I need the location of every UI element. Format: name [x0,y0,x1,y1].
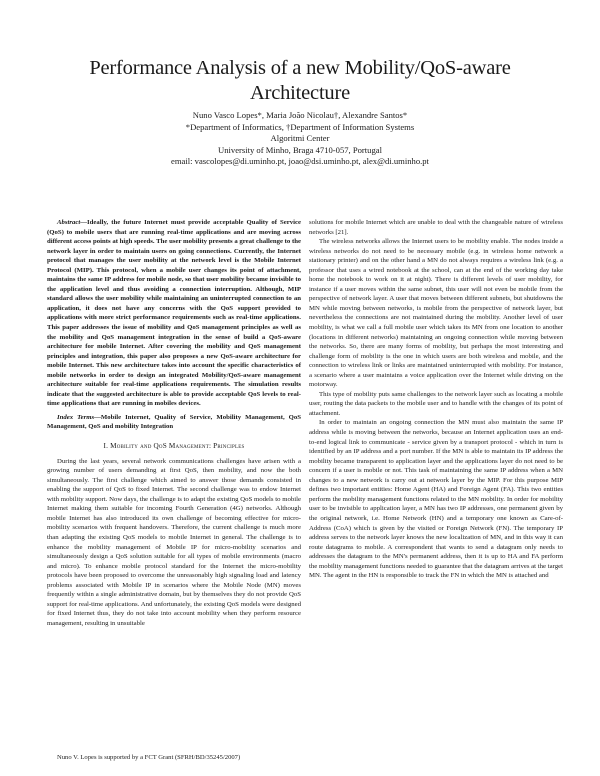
section-1-paragraph: During the last years, several network communications challenges have arisen with a growing number of users demanding at first QoS, then mobility, and now the both simultaneously. The first challenge which aimed to answer those demands consisted in enabling the support of QoS to fixed Internet. The second challenge was to endow Internet with mobility support. Now days, the challenge is to adapt the existing QoS models to mobile Internet making them suitable for incoming Fourth Generation (4G) networks. Although mobile Internet has also introduced its own challenge of becoming effective for micro-mobility scenarios with frequent handovers. Therefore, the current challenge is much more than adapting the existing QoS models to mobile Internet in general. The challenge is to enhance the mobility management of Mobile IP for micro-mobility scenarios and simultaneously design a QoS solution suitable for all types of mobile environments (macro and micro). To enhance mobile protocol standard for the Internet the micro-mobility protocols have been proposed to overcome the unreasonably high signaling load and latency problems associated with Mobile IP in scenarios where the Mobile Node (MN) moves frequently within a single administrative domain, but by themselves they do not provide QoS support for real-time applications. And unfortunately, the existing QoS models were designed for fixed Internet thus, they do not take into account mobility when they perform resource management, resulting in unsuitable [47,457,301,627]
affiliation-university: University of Minho, Braga 4710-057, Portugal [218,144,382,155]
author-emails: email: vascolopes@di.uminho.pt, joao@dsi.uminho.pt, alex@di.uminho.pt [171,156,429,167]
author-block [60,110,540,168]
index-terms-text: Mobile Internet, Quality of Service, Mobility Management, QoS Management, QoS and mobility Integration [47,413,301,431]
right-paragraph-2: The wireless networks allows the Internet users to be mobility enable. The nodes inside a wireless networks do not need to be necessary mobile (e.g. in wireless home network a stationary printer) and on the other hand a MN do not always requires a wireless link (e.g. a professor that uses a wired notebook at the school, can at the end of the working day take home the notebook to work on it at night). There is different levels of user mobility, for instance if a user moves within the same subnet, this user will not even be mobile from the perspective of network layer. A user that moves between different subnets, but shutdowns the MN while moving between networks, is mobile from the perspective of network layer, but nevertheless the connections are not maintained during the mobility. Another level of user mobility, is what we call a full mobile user which takes its MN from one location to another (locations in different networks) maintaining an ongoing connection while moving between the networks. So, there are many forms of mobility, but perhaps the most interesting and challenge form of mobility is the one in which users are both wireless and mobile, and the connection to wireless link or links are maintained uninterrupted with mobility. For instance, a scenario where a user maintains a voice application over the Internet while driving on the motorway. [309,238,563,389]
footnote: Nuno V. Lopes is supported by a FCT Grant (SFRH/BD/35245/2007) [57,754,241,761]
left-column [47,218,301,628]
abstract-label: Abstract— [57,219,88,226]
right-paragraph-1: solutions for mobile Internet which are unable to deal with the changeable nature of wireless networks [21]. [309,219,563,236]
section-heading: I. Mobility and QoS Management: Principles [103,442,245,451]
right-column [309,218,563,581]
affiliation-center: Algoritmi Center [270,133,330,144]
paper-title: Performance Analysis of a new Mobility/QoS-aware Architecture [89,57,511,104]
index-terms [47,413,301,432]
right-paragraph-4: In order to maintain an ongoing connection the MN must also maintain the same IP address while is moving between the networks, because an Internet application uses an end-to-end logical link to communicate - service given by a transport protocol - which in turn is identified by an IP address and a port number. If the MN is able to maintain its IP address the mobility became transparent to application layer and the applications layer do not need to be concern if a user is mobile or not. This task of maintaining the same IP address when a MN changes to a new network is carry out at network layer by the MIP. For this purpose MIP defines two important entities: Home Agent (HA) and Foreign Agent (FA). This two entities perform the mobility management functions related to the MN mobility. In order for mobility user to be invisible to application layer, a MN has two IP addresses, one permanent given by the original network, i.e. Home Network (HN) and a temporary one known as Care-of-Address (CoA) which is given by the visited or Foreign Network (FN). The temporary IP address serves to the network layer knows the new localization of MN, and in this way it can route datagrams to mobile. A correspondent that wants to send a datagram only needs to addresses the datagram to the MN's permanent address, then it is up to HA and FA perform the mobility management functions needed to guarantee that the datagram arrives at the target MN. The agent in the HN is responsible to track the FN in which the MN is attached and [309,419,563,580]
author-names: Nuno Vasco Lopes*, Maria João Nicolau†, Alexandre Santos* [192,110,408,120]
index-terms-label: Index Terms— [57,413,101,421]
affiliation-departments: *Department of Informatics, †Department of Information Systems [185,121,415,132]
abstract [47,218,301,409]
right-paragraph-3: This type of mobility puts same challenges to the network layer such as locating a mobile user, routing the data packets to the mobile user and to handle with the changes of its point of attachment. [309,390,563,417]
abstract-text: Ideally, the future Internet must provide acceptable Quality of Service (QoS) to mobile users that are running real-time applications and are moving across different access points at high speeds. The user mobility presents a great challenge to the network layer in order to maintain users on going connections. Currently, the Internet protocol that manages the user mobility at the network level is the Mobile Internet Protocol (MIP). This protocol, when a mobile user changes its point of attachment, maintains the same IP address for mobile node, so that user mobility became invisible to the application level and thus avoiding a connection interruption. Although, MIP standard allows the user mobility while maintaining an uninterrupted connection to an application, it does not have any concerns with the QoS support provided to applications with more strict performance requirements such as real-time applications. This paper addresses the issue of mobility and QoS management principles as well as the mobility and QoS management integration in the sense of build a QoS-aware architecture for mobile Internet. After covering the mobility and QoS management principles and integration, this paper also proposes a new QoS-aware architecture for mobile Internet. This new architecture takes into account the specific characteristics of mobile networks in order to design an integrated Mobility/QoS-aware management architecture suitable for real-time applications requirements. The simulation results indicate that the suggested architecture is able to provide acceptable QoS levels to real-time applications that are running in mobiles devices. [47,219,301,408]
